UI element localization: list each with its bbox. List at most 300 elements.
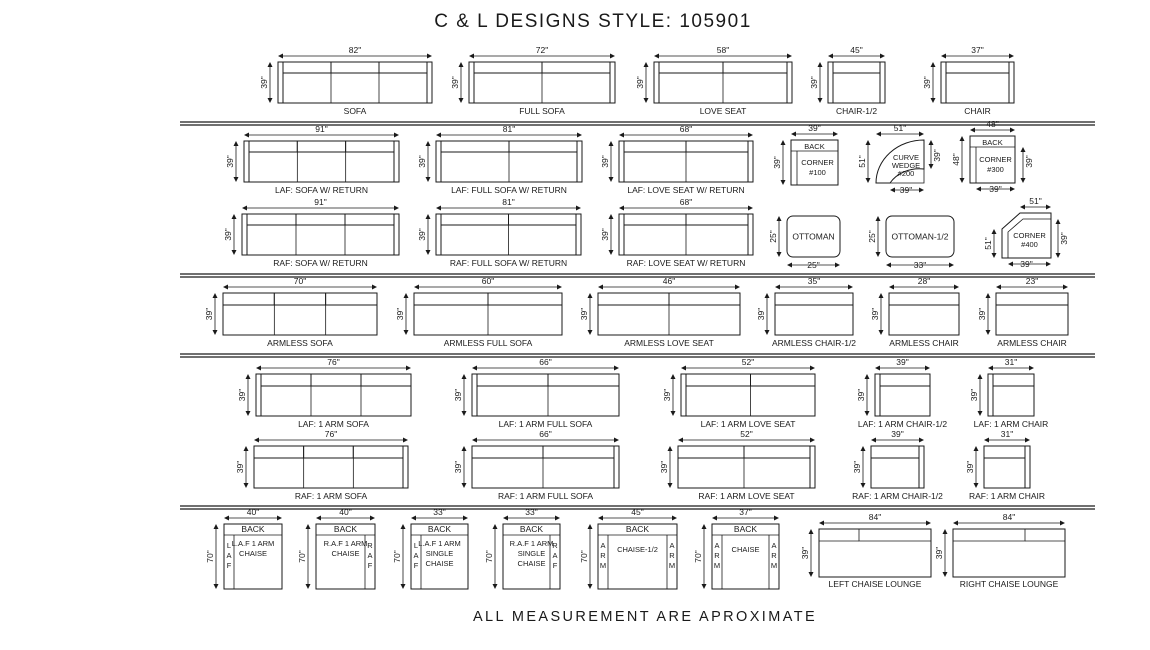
right-arm xyxy=(1009,62,1014,103)
arrow-head xyxy=(810,438,815,443)
piece-label: ARMLESS CHAIR xyxy=(889,338,959,348)
arrow-head xyxy=(427,54,432,59)
arrow-head xyxy=(609,177,614,182)
arrow-head xyxy=(598,285,603,290)
back-cushion xyxy=(775,293,853,305)
arrow-head xyxy=(403,438,408,443)
arrow-head xyxy=(865,374,870,379)
back-text: BACK xyxy=(427,524,452,534)
arrow-head xyxy=(735,285,740,290)
piece-label: LAF: FULL SOFA W/ RETURN xyxy=(451,185,567,195)
depth-dimension: 39" xyxy=(659,460,669,474)
back-cushion xyxy=(984,446,1025,458)
arrow-head xyxy=(833,132,838,137)
chaise-text: R.A.F 1 ARM xyxy=(509,539,554,548)
depth-dimension: 39" xyxy=(453,388,463,402)
width-dimension: 66" xyxy=(539,429,552,439)
arm-letter: L xyxy=(413,541,419,550)
arm-letter: F xyxy=(226,561,232,570)
arrow-head xyxy=(472,366,477,371)
back-cushion xyxy=(686,374,751,386)
arm-letter: F xyxy=(367,561,373,570)
arrow-head xyxy=(404,330,409,335)
right-arm xyxy=(748,214,753,255)
back-cushion xyxy=(659,62,723,73)
width-dimension: 58" xyxy=(716,45,730,55)
width-dimension: 91" xyxy=(314,197,327,207)
depth-dimension: 39" xyxy=(600,228,610,241)
piece-label: CHAIR-1/2 xyxy=(835,106,878,116)
arrow-head xyxy=(865,411,870,416)
arrow-head xyxy=(436,206,441,211)
arrow-head xyxy=(609,141,614,146)
right-arm xyxy=(394,214,399,255)
piece-label: LOVE SEAT xyxy=(699,106,747,116)
arrow-head xyxy=(702,524,707,529)
arrow-head xyxy=(919,438,924,443)
piece-armless-love-seat xyxy=(579,276,740,348)
depth-dimension-inner: 39" xyxy=(932,149,942,162)
arrow-head xyxy=(929,164,934,169)
arrow-head xyxy=(614,438,619,443)
arrow-head xyxy=(214,584,219,589)
arrow-head xyxy=(1010,128,1015,133)
piece-chair xyxy=(922,45,1014,116)
arrow-head xyxy=(576,206,581,211)
piece-raf-full-sofa-return xyxy=(417,197,581,268)
arrow-head xyxy=(588,584,593,589)
arm-letter: A xyxy=(413,551,419,560)
arm-letter: A xyxy=(226,551,232,560)
depth-dimension: 25" xyxy=(768,230,778,243)
piece-label: RAF: 1 ARM CHAIR xyxy=(968,491,1046,501)
piece-label: LAF: LOVE SEAT W/ RETURN xyxy=(627,185,745,195)
width-dimension: 68" xyxy=(679,124,693,134)
arrow-head xyxy=(765,330,770,335)
back-cushion xyxy=(669,293,740,305)
arrow-head xyxy=(748,133,753,138)
piece-chaise xyxy=(693,507,779,589)
back-cushion xyxy=(509,214,577,225)
piece-label: LEFT CHAISE LOUNGE xyxy=(828,579,922,589)
arrow-head xyxy=(372,285,377,290)
arrow-head xyxy=(678,438,683,443)
width-dimension: 60" xyxy=(481,276,495,286)
left-arm xyxy=(436,214,441,255)
piece-laf-love-seat-return xyxy=(600,124,753,195)
width-dimension: 40" xyxy=(246,507,260,517)
arrow-head xyxy=(926,521,931,526)
piece-label: LAF: 1 ARM FULL SOFA xyxy=(498,419,593,429)
arrow-head xyxy=(809,529,814,534)
right-arm xyxy=(394,141,399,182)
arrow-head xyxy=(787,54,792,59)
width-dimension: 39" xyxy=(891,429,904,439)
depth-dimension: 25" xyxy=(867,230,877,243)
left-arm xyxy=(619,141,624,182)
back-cushion xyxy=(477,374,548,386)
arm-letter: A xyxy=(669,541,675,550)
arrow-head xyxy=(1021,147,1026,152)
back-cushion xyxy=(488,293,562,305)
piece-ottoman-half xyxy=(867,216,954,270)
arrow-head xyxy=(577,133,582,138)
arrow-head xyxy=(1021,178,1026,183)
arrow-head xyxy=(1056,219,1061,224)
width-dimension: 25" xyxy=(807,260,820,270)
depth-dimension: 39" xyxy=(856,388,866,402)
depth-dimension-inner: 39" xyxy=(1024,155,1034,168)
chaise-text: CHAISE xyxy=(425,559,454,568)
left-arm xyxy=(619,214,624,255)
arrow-head xyxy=(970,128,975,133)
ottoman-text: OTTOMAN xyxy=(792,231,835,242)
arrow-head xyxy=(214,524,219,529)
right-arm xyxy=(1025,446,1030,488)
arrow-head xyxy=(1025,438,1030,443)
arrow-head xyxy=(943,572,948,577)
left-arm xyxy=(278,62,283,103)
depth-dimension: 39" xyxy=(225,155,235,168)
depth-dimension: 39" xyxy=(579,307,589,321)
arrow-head xyxy=(765,293,770,298)
width-dimension: 72" xyxy=(535,45,549,55)
piece-label: FULL SOFA xyxy=(519,106,565,116)
arrow-head xyxy=(246,374,251,379)
arm-letter: R xyxy=(367,541,373,550)
arrow-head xyxy=(463,516,468,521)
arrow-head xyxy=(306,524,311,529)
arrow-head xyxy=(426,141,431,146)
arrow-head xyxy=(777,252,782,257)
right-arm xyxy=(810,446,815,488)
arrow-head xyxy=(953,521,958,526)
arrow-head xyxy=(775,285,780,290)
arrow-head xyxy=(234,141,239,146)
arrow-head xyxy=(619,133,624,138)
arrow-head xyxy=(654,54,659,59)
width-dimension: 81" xyxy=(502,197,515,207)
arrow-head xyxy=(493,584,498,589)
arrow-head xyxy=(992,253,997,258)
arrow-head xyxy=(401,524,406,529)
arm-letter: A xyxy=(600,541,606,550)
arrow-head xyxy=(1060,521,1065,526)
arrow-head xyxy=(268,98,273,103)
arm-letter: F xyxy=(413,561,419,570)
arm-letter: L xyxy=(226,541,232,550)
left-arm xyxy=(472,374,477,416)
arrow-head xyxy=(588,524,593,529)
back-cushion xyxy=(509,141,577,152)
depth-dimension: 39" xyxy=(852,460,862,474)
arrow-head xyxy=(234,177,239,182)
corner-text: CORNER xyxy=(979,155,1012,164)
arrow-head xyxy=(426,214,431,219)
arrow-head xyxy=(681,366,686,371)
arrow-head xyxy=(232,214,237,219)
arrow-head xyxy=(774,516,779,521)
arrow-head xyxy=(941,54,946,59)
width-dimension: 68" xyxy=(679,197,693,207)
piece-raf-1arm-love-seat xyxy=(659,429,815,501)
arrow-head xyxy=(370,516,375,521)
depth-dimension: 39" xyxy=(204,307,214,321)
arm-letter: R xyxy=(552,541,558,550)
width-dimension: 31" xyxy=(1000,429,1014,439)
arrow-head xyxy=(213,293,218,298)
left-arm xyxy=(988,374,993,416)
chaise-text: L.A.F 1 ARM xyxy=(418,539,461,548)
piece-label: ARMLESS CHAIR-1/2 xyxy=(771,338,857,348)
chaise-text: CHAISE xyxy=(731,545,760,554)
piece-armless-chair-23 xyxy=(977,276,1068,348)
width-dimension: 51" xyxy=(1029,196,1042,206)
corner-number: #100 xyxy=(809,168,826,177)
arrow-head xyxy=(1020,205,1025,210)
width-dimension: 40" xyxy=(339,507,352,517)
depth-dimension: 39" xyxy=(259,76,269,89)
width-dimension-inner: 39" xyxy=(899,185,913,195)
arrow-head xyxy=(919,188,924,193)
arrow-head xyxy=(557,285,562,290)
back-cushion xyxy=(326,293,377,305)
corner-number: #300 xyxy=(987,165,1004,174)
arrow-head xyxy=(459,62,464,67)
arrow-head xyxy=(974,446,979,451)
back-cushion xyxy=(889,293,959,305)
arm-letter: R xyxy=(714,551,720,560)
piece-raf-1arm-chair xyxy=(965,429,1045,501)
back-text: BACK xyxy=(733,524,758,534)
piece-laf-sofa-return xyxy=(225,124,399,195)
arrow-head xyxy=(818,62,823,67)
back-cushion xyxy=(247,214,296,225)
chaise-text: SINGLE xyxy=(517,549,546,558)
width-dimension-inner: 39" xyxy=(1020,259,1033,269)
arrow-head xyxy=(929,140,934,145)
arrow-head xyxy=(224,516,229,521)
piece-laf-full-sofa-return xyxy=(417,124,582,195)
back-cushion xyxy=(993,374,1034,386)
left-arm xyxy=(469,62,474,103)
piece-label: LAF: SOFA W/ RETURN xyxy=(274,185,369,195)
left-arm xyxy=(242,214,247,255)
arrow-head xyxy=(976,187,981,192)
arrow-head xyxy=(835,263,840,268)
arm-letter: M xyxy=(599,561,607,570)
arrow-head xyxy=(588,293,593,298)
lounge-outline xyxy=(953,529,1065,577)
corner-text: CORNER xyxy=(1013,231,1046,240)
arrow-head xyxy=(809,572,814,577)
arrow-head xyxy=(462,446,467,451)
arrow-head xyxy=(469,54,474,59)
arrow-head xyxy=(414,285,419,290)
arrow-head xyxy=(791,132,796,137)
arrow-head xyxy=(426,250,431,255)
piece-corner-100 xyxy=(772,123,838,185)
piece-label: RAF: LOVE SEAT W/ RETURN xyxy=(626,258,746,268)
back-cushion xyxy=(624,141,686,152)
width-dimension: 82" xyxy=(348,45,362,55)
left-arm xyxy=(828,62,833,103)
back-cushion xyxy=(723,62,787,73)
piece-raf-1arm-full-sofa xyxy=(453,429,619,501)
left-arm xyxy=(681,374,686,416)
arrow-head xyxy=(954,285,959,290)
arrow-head xyxy=(996,285,1001,290)
back-cushion xyxy=(283,62,331,73)
arrow-head xyxy=(306,584,311,589)
width-dimension: 37" xyxy=(971,45,984,55)
depth-dimension: 39" xyxy=(453,460,463,474)
width-dimension: 52" xyxy=(741,357,755,367)
arrow-head xyxy=(459,98,464,103)
back-cushion xyxy=(624,214,686,225)
piece-label: LAF: 1 ARM SOFA xyxy=(298,419,369,429)
piece-laf-1arm-full-sofa xyxy=(453,357,619,429)
depth-dimension: 39" xyxy=(417,228,427,241)
back-cushion xyxy=(379,62,427,73)
depth-dimension: 39" xyxy=(934,546,944,560)
chaise-text: SINGLE xyxy=(425,549,454,558)
depth-dimension: 48" xyxy=(951,153,961,166)
arrow-head xyxy=(598,516,603,521)
arrow-head xyxy=(960,178,965,183)
arrow-head xyxy=(213,330,218,335)
arrow-head xyxy=(748,206,753,211)
piece-chaise-half xyxy=(579,507,677,589)
arrow-head xyxy=(988,366,993,371)
back-cushion xyxy=(686,214,748,225)
arm-letter: R xyxy=(600,551,606,560)
depth-dimension: 70" xyxy=(484,550,494,563)
back-cushion xyxy=(331,62,379,73)
piece-armless-chair-half xyxy=(756,276,856,348)
arrow-head xyxy=(588,330,593,335)
depth-dimension: 39" xyxy=(235,460,245,474)
left-arm xyxy=(941,62,946,103)
back-cushion xyxy=(996,293,1068,305)
arrow-head xyxy=(462,483,467,488)
back-cushion xyxy=(223,293,274,305)
width-dimension: 23" xyxy=(1025,276,1039,286)
width-dimension: 46" xyxy=(662,276,676,286)
width-dimension: 45" xyxy=(850,45,863,55)
back-cushion xyxy=(296,214,345,225)
piece-label: RAF: 1 ARM LOVE SEAT xyxy=(698,491,795,501)
width-dimension: 31" xyxy=(1004,357,1018,367)
right-arm xyxy=(577,141,582,182)
piece-label: ARMLESS LOVE SEAT xyxy=(624,338,714,348)
piece-corner-400 xyxy=(983,196,1069,269)
arrow-head xyxy=(1063,285,1068,290)
depth-dimension: 70" xyxy=(297,550,307,563)
corner-text: CORNER xyxy=(801,158,834,167)
depth-dimension: 39" xyxy=(800,546,810,560)
right-arm xyxy=(919,446,924,488)
arrow-head xyxy=(876,216,881,221)
arrow-head xyxy=(394,133,399,138)
back-cushion xyxy=(543,446,614,458)
arm-letter: F xyxy=(552,561,558,570)
arrow-head xyxy=(244,133,249,138)
arrow-head xyxy=(462,374,467,379)
back-cushion xyxy=(833,62,880,73)
width-dimension: 28" xyxy=(917,276,931,286)
left-arm xyxy=(436,141,441,182)
arrow-head xyxy=(411,516,416,521)
arrow-head xyxy=(890,188,895,193)
footer-note: ALL MEASUREMENT ARE APROXIMATE xyxy=(472,609,818,625)
back-cushion xyxy=(744,446,810,458)
piece-laf-1arm-sofa xyxy=(237,357,411,429)
arrow-head xyxy=(1008,262,1013,267)
width-dimension: 45" xyxy=(631,507,644,517)
arrow-head xyxy=(668,446,673,451)
piece-label: RAF: SOFA W/ RETURN xyxy=(273,258,368,268)
piece-label: ARMLESS CHAIR xyxy=(997,338,1067,348)
back-cushion xyxy=(274,293,325,305)
arm-letter: R xyxy=(669,551,675,560)
back-cushion xyxy=(686,141,748,152)
width-dimension: 39" xyxy=(896,357,909,367)
back-text: BACK xyxy=(804,142,825,151)
right-arm xyxy=(576,214,581,255)
back-cushion xyxy=(441,214,509,225)
arm-letter: M xyxy=(770,561,778,570)
arrow-head xyxy=(1010,187,1015,192)
arrow-head xyxy=(781,140,786,145)
arrow-head xyxy=(1056,253,1061,258)
arrow-head xyxy=(866,140,871,145)
back-cushion xyxy=(304,446,354,458)
arrow-head xyxy=(861,483,866,488)
chaise-text: CHAISE-1/2 xyxy=(617,545,658,554)
width-dimension: 76" xyxy=(324,429,338,439)
piece-raf-1arm-chaise xyxy=(297,507,375,589)
piece-armless-chair-28 xyxy=(870,276,959,348)
piece-corner-300 xyxy=(951,119,1034,194)
depth-dimension: 39" xyxy=(977,307,987,321)
back-cushion xyxy=(751,374,816,386)
piece-label: RAF: 1 ARM CHAIR-1/2 xyxy=(852,491,943,501)
arrow-head xyxy=(871,438,876,443)
arrow-head xyxy=(232,250,237,255)
piece-raf-1arm-single-chaise xyxy=(484,507,560,589)
depth-dimension: 70" xyxy=(392,550,402,563)
back-cushion xyxy=(261,374,311,386)
width-dimension: 33" xyxy=(913,260,927,270)
arrow-head xyxy=(609,214,614,219)
arrow-head xyxy=(277,516,282,521)
piece-curve-wedge-200 xyxy=(857,123,942,195)
piece-armless-sofa xyxy=(204,276,377,348)
arrow-head xyxy=(493,524,498,529)
back-text: BACK xyxy=(519,524,544,534)
arrow-head xyxy=(503,516,508,521)
wedge-text: CURVE xyxy=(892,153,920,162)
piece-sofa xyxy=(259,45,432,116)
arrow-head xyxy=(406,366,411,371)
depth-dimension: 39" xyxy=(223,228,233,241)
depth-dimension: 39" xyxy=(969,388,979,402)
arrow-head xyxy=(712,516,717,521)
arm-letter: M xyxy=(668,561,676,570)
arrow-head xyxy=(886,263,891,268)
back-cushion xyxy=(598,293,669,305)
